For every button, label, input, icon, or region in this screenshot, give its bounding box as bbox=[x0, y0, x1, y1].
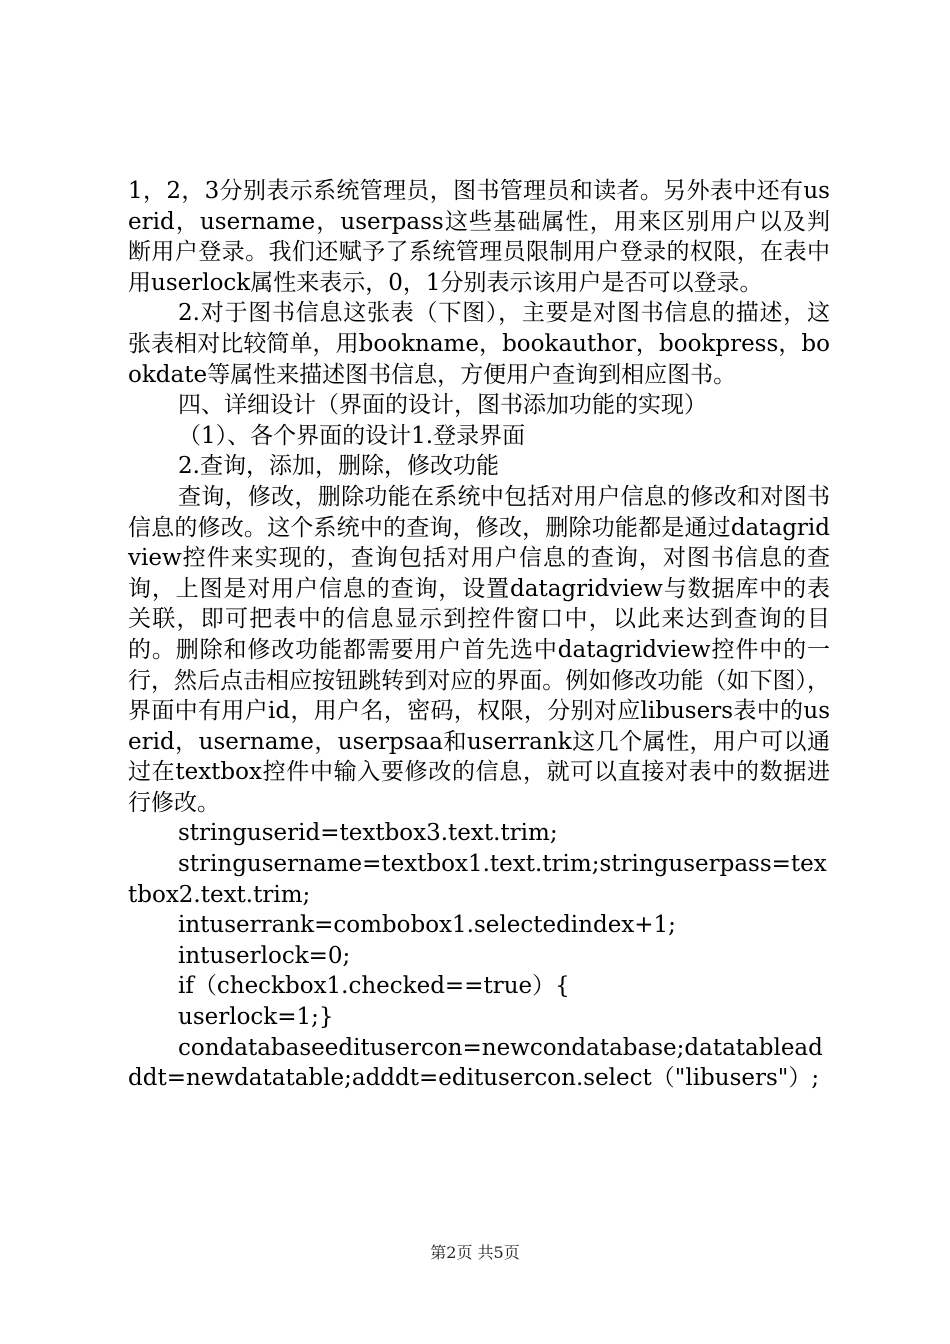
page-footer: 第2页 共5页 bbox=[430, 1243, 520, 1262]
section-heading-detailed-design: 四、详细设计（界面的设计，图书添加功能的实现） bbox=[178, 392, 707, 419]
code-line-userlock-init: intuserlock=0; bbox=[178, 942, 351, 969]
paragraph-crud-description: 查询，修改，删除功能在系统中包括对用户信息的修改和对图书信息的修改。这个系统中的查询，修改，删除功能都是通过datagridview控件来实现的，查询包括对用户信息的查询，对图书信息的查询，上图是对用户信息的查询，设置datagridview与数据库中的表关联，即可把表中的信息显示到控件窗口中，以此来达到查询的目的。删除和修改功能都需要用户首先选中datagridview控件中的一行，然后点击相应按钮跳转到对应的界面。例如修改功能（如下图），界面中有用户id，用户名，密码，权限，分别对应libusers表中的userid，username，userpsaa和userrank这几个属性，用户可以通过在textbox控件中输入要修改的信息，就可以直接对表中的数据进行修改。 bbox=[128, 483, 830, 816]
subsection-heading-interface-design: （1）、各个界面的设计1.登录界面 bbox=[178, 422, 526, 449]
code-line-database-select: condatabaseeditusercon=newcondatabase;datatableadddt=newdatatable;adddt=editusercon.select（"libusers"）; bbox=[128, 1034, 823, 1092]
code-line-username-userpass: stringusername=textbox1.text.trim;stringuserpass=textbox2.text.trim; bbox=[128, 851, 827, 908]
paragraph-book-table: 2.对于图书信息这张表（下图），主要是对图书信息的描述，这张表相对比较简单，用bookname，bookauthor，bookpress，bookdate等属性来描述图书信息，方便用户查询到相应图书。 bbox=[128, 300, 830, 388]
code-line-userid: stringuserid=textbox3.text.trim; bbox=[178, 820, 558, 847]
code-line-userrank: intuserrank=combobox1.selectedindex+1; bbox=[178, 912, 676, 939]
code-line-userlock-set: userlock=1;} bbox=[178, 1004, 334, 1031]
paragraph-user-roles: 1，2，3分别表示系统管理员，图书管理员和读者。另外表中还有userid，username，userpass这些基础属性，用来区别用户以及判断用户登录。我们还赋予了系统管理员限制用户登录的权限，在表中用userlock属性来表示，0，1分别表示该用户是否可以登录。 bbox=[128, 178, 830, 296]
document-body bbox=[128, 176, 830, 1094]
code-line-if-checked: if（checkbox1.checked==true）{ bbox=[178, 973, 570, 1000]
subsection-heading-crud: 2.查询，添加，删除，修改功能 bbox=[178, 453, 499, 480]
